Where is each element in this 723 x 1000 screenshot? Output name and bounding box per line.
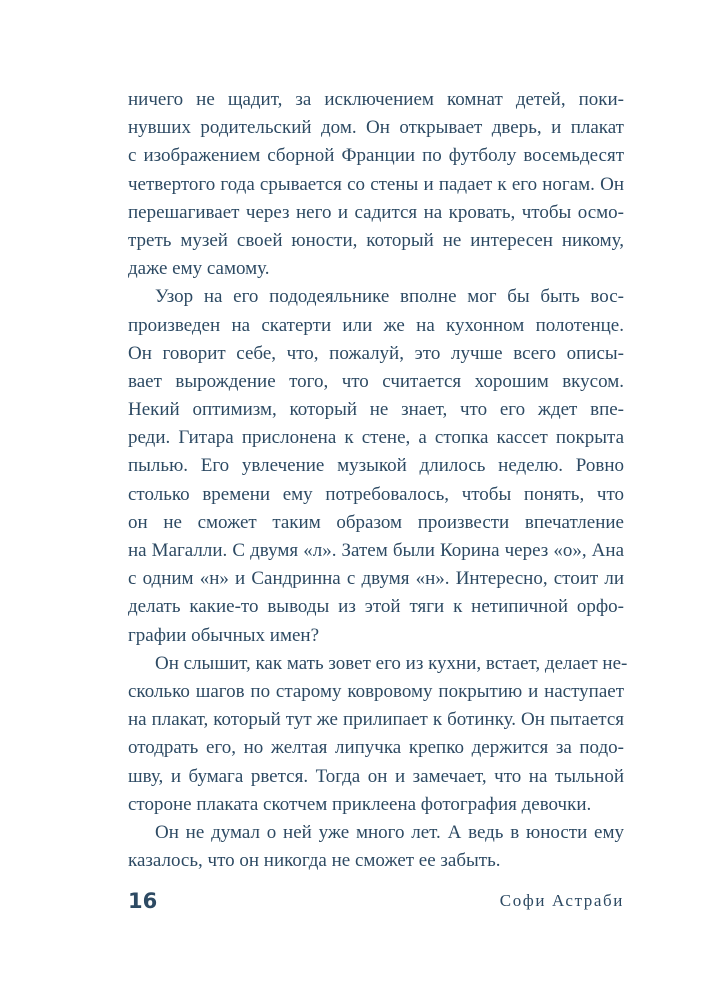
text-line: Он не думал о ней уже много лет. А ведь в юности ему bbox=[155, 821, 624, 843]
text-line: с одним «н» и Сандринна с двумя «н». Интересно, стоит ли bbox=[128, 568, 624, 590]
text-line: на Магалли. С двумя «л». Затем были Корина через «о», Ана bbox=[128, 540, 624, 561]
text-line: Он говорит себе, что, пожалуй, это лучше всего описы- bbox=[128, 342, 624, 364]
text-line: перешагивает через него и садится на кровать, чтобы осмо- bbox=[128, 201, 624, 223]
text-line: с изображением сборной Франции по футболу восемьдесят bbox=[128, 145, 624, 167]
paragraph bbox=[128, 819, 624, 875]
text-line: Он слышит, как мать зовет его из кухни, встает, делает не- bbox=[155, 652, 628, 674]
text-line: вает вырождение того, что считается хорошим вкусом. bbox=[128, 370, 624, 392]
text-line: Узор на его пододеяльнике вполне мог бы быть вос- bbox=[155, 286, 624, 308]
text-line: казалось, что он никогда не сможет ее забыть. bbox=[128, 850, 501, 872]
text-line: он не сможет таким образом произвести впечатление bbox=[128, 511, 624, 533]
text-line: треть музей своей юности, который не интересен никому, bbox=[128, 229, 624, 251]
paragraph bbox=[128, 86, 624, 283]
body-text bbox=[128, 86, 628, 875]
text-line: четвертого года срывается со стены и падает к его ногам. Он bbox=[128, 173, 624, 195]
text-line: делать какие-то выводы из этой тяги к нетипичной орфо- bbox=[128, 596, 624, 618]
paragraph bbox=[128, 650, 628, 819]
text-line: столько времени ему потребовалось, чтобы понять, что bbox=[128, 483, 624, 505]
page-footer bbox=[128, 886, 624, 916]
text-line: отодрать его, но желтая липучка крепко держится за подо- bbox=[128, 737, 624, 759]
text-line: на плакат, который тут же прилипает к ботинку. Он пытается bbox=[128, 709, 624, 731]
running-head-author: Софи Астраби bbox=[499, 891, 624, 910]
text-line: произведен на скатерти или же на кухонном полотенце. bbox=[128, 314, 624, 336]
text-line: Некий оптимизм, который не знает, что его ждет впе- bbox=[128, 399, 624, 421]
page-number: 16 bbox=[128, 889, 158, 913]
text-line: сколько шагов по старому ковровому покрытию и наступает bbox=[128, 680, 624, 702]
text-line: пылью. Его увлечение музыкой длилось неделю. Ровно bbox=[128, 455, 624, 477]
text-line: нувших родительский дом. Он открывает дверь, и плакат bbox=[128, 117, 624, 139]
paragraph bbox=[128, 283, 624, 649]
text-line: шву, и бумага рвется. Тогда он и замечает, что на тыльной bbox=[128, 765, 624, 787]
text-line: графии обычных имен? bbox=[128, 624, 320, 646]
text-line: ничего не щадит, за исключением комнат детей, поки- bbox=[128, 89, 624, 110]
text-line: даже ему самому. bbox=[128, 258, 270, 280]
text-line: реди. Гитара прислонена к стене, а стопка кассет покрыта bbox=[128, 427, 624, 449]
text-line: стороне плаката скотчем приклеена фотография девочки. bbox=[128, 793, 592, 815]
